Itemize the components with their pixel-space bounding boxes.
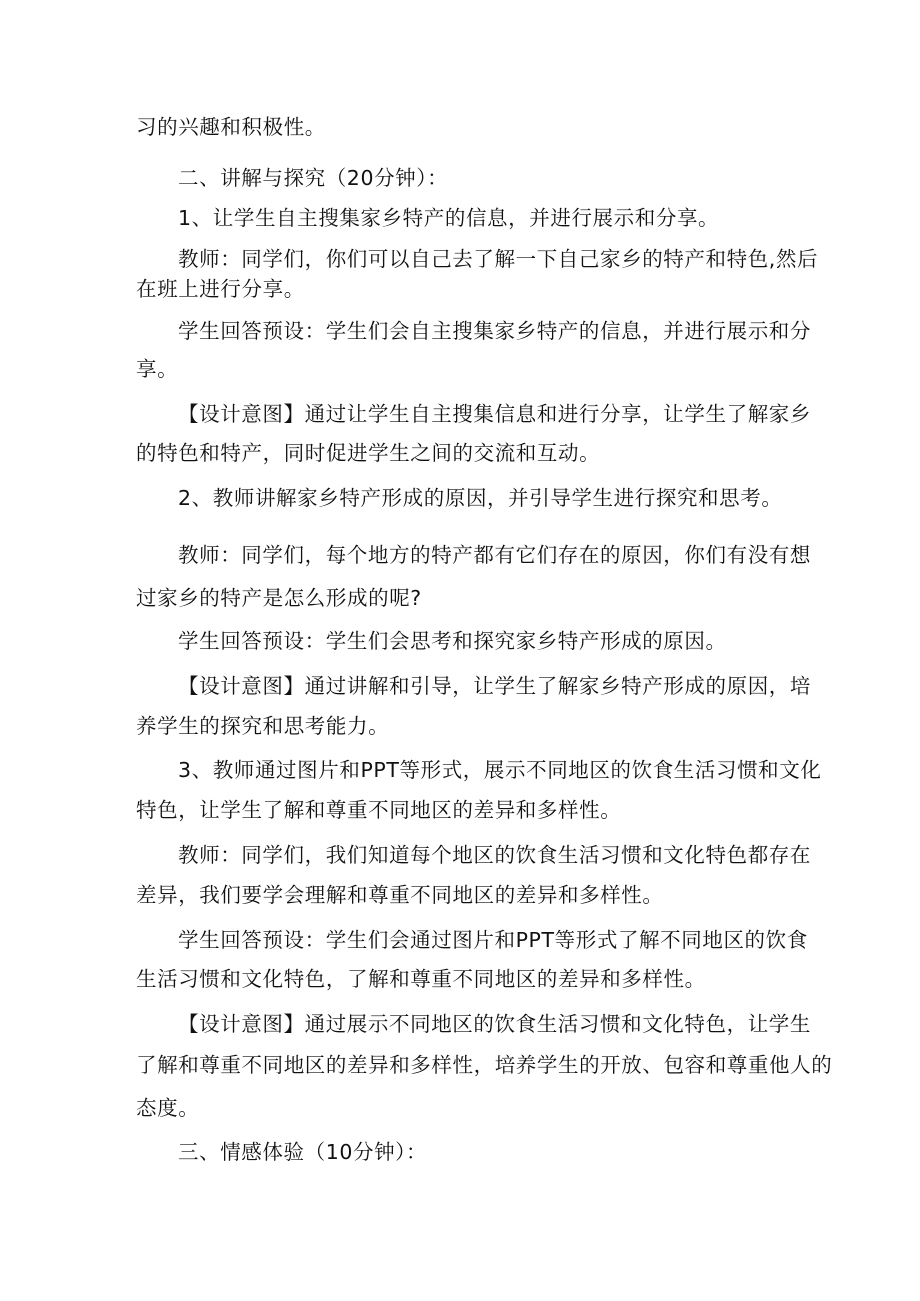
text-line: 养学生的探究和思考能力。 xyxy=(136,714,390,738)
text-line: 【设计意图】通过让学生自主搜集信息和进行分享，让学生了解家乡 xyxy=(178,402,811,426)
text-line: 【设计意图】通过展示不同地区的饮食生活习惯和文化特色，让学生 xyxy=(178,1012,811,1036)
text-line: 态度。 xyxy=(136,1096,200,1120)
text-line: 2、教师讲解家乡特产形成的原因，并引导学生进行探究和思考。 xyxy=(178,486,783,510)
section-heading: 三、情感体验（10分钟）： xyxy=(178,1140,428,1164)
text-line: 了解和尊重不同地区的差异和多样性，培养学生的开放、包容和尊重他人的 xyxy=(136,1053,833,1077)
text-line: 在班上进行分享。 xyxy=(136,277,305,301)
text-line: 学生回答预设：学生们会通过图片和PPT等形式了解不同地区的饮食 xyxy=(178,928,808,952)
text-line: 1、让学生自主搜集家乡特产的信息，并进行展示和分享。 xyxy=(178,206,720,230)
text-line: 【设计意图】通过讲解和引导，让学生了解家乡特产形成的原因，培 xyxy=(178,674,811,698)
text-line: 习的兴趣和积极性。 xyxy=(136,115,326,139)
text-line: 学生回答预设：学生们会自主搜集家乡特产的信息，并进行展示和分 xyxy=(178,319,811,343)
text-line: 教师：同学们，每个地方的特产都有它们存在的原因，你们有没有想 xyxy=(178,543,811,567)
text-line: 享。 xyxy=(136,357,179,381)
text-line: 特色，让学生了解和尊重不同地区的差异和多样性。 xyxy=(136,798,622,822)
text-line: 差异，我们要学会理解和尊重不同地区的差异和多样性。 xyxy=(136,883,664,907)
text-line: 教师：同学们，我们知道每个地区的饮食生活习惯和文化特色都存在 xyxy=(178,843,811,867)
text-line: 教师：同学们，你们可以自己去了解一下自己家乡的特产和特色,然后 xyxy=(178,247,819,271)
text-line: 的特色和特产，同时促进学生之间的交流和互动。 xyxy=(136,441,601,465)
section-heading: 二、讲解与探究（20分钟）： xyxy=(178,166,449,190)
text-line: 3、教师通过图片和PPT等形式，展示不同地区的饮食生活习惯和文化 xyxy=(178,758,822,782)
text-line: 生活习惯和文化特色，了解和尊重不同地区的差异和多样性。 xyxy=(136,967,706,991)
text-line: 学生回答预设：学生们会思考和探究家乡特产形成的原因。 xyxy=(178,629,727,653)
text-line: 过家乡的特产是怎么形成的呢? xyxy=(136,586,422,610)
